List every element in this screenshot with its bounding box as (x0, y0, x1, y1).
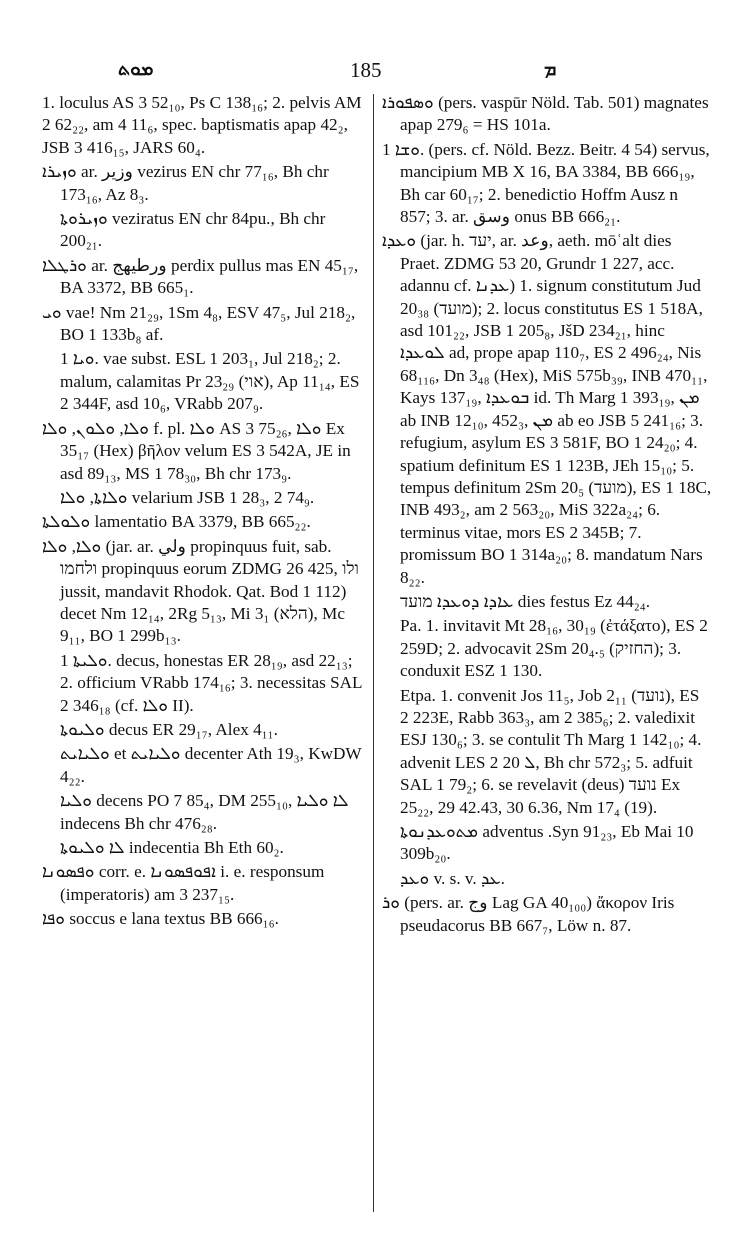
dictionary-entry: ܘܝܐ 1. vae subst. ESL 1 203₁, Jul 218₂; 2. malum, calamitas Pr 23₂₉ (אוי), Ap 11₁₄, ES 2 344F, asd 10₆, VRabb 207₉. (60, 349, 360, 414)
dictionary-entry: ܡܬܘܥܕܢܘܬܐ adventus .Syn 91₂₃, Eb Mai 10 309b₂₀. (400, 822, 694, 864)
page-number: 185 (350, 58, 382, 82)
dictionary-entry: ܘܦܣܘܢܐ corr. e. ܐܦܘܦܣܘܢܐ i. e. responsum (imperatoris) am 3 237₁₅. (42, 862, 325, 904)
dictionary-entry: Pa. 1. invitavit Mt 28₁₆, 30₁₉ (ἐτάξατο), ES 2 259D; 2. advocavit 2Sm 20₄.₅ (החזיק); 3. conduxit ESZ 1 130. (400, 616, 708, 681)
dictionary-entry: ܥܐܕܐ ܕܘܥܕܐ מועד dies festus Ez 44₂₄. (400, 591, 651, 611)
dictionary-entry: ܘܦܐ soccus e lana textus BB 666₁₆. (42, 909, 279, 929)
left-column (42, 92, 364, 933)
right-column (382, 92, 712, 939)
dictionary-entry: ܘܠܝܐ decens PO 7 85₄, DM 255₁₀, ܠܐ ܘܠܝܐ indecens Bh chr 476₂₈. (60, 791, 349, 833)
dictionary-entry: ܘܠܝܐܝܬ et ܘܠܝܐܝܬ decenter Ath 19₃, KwDW 4₂₂. (60, 744, 362, 786)
dictionary-entry: ܘܪܛܠܐ ar. ورطيهج perdix pullus mas EN 45₁₇, BA 3372, BB 665₁. (42, 255, 359, 298)
dictionary-entry: ܘܠܐ, ܘܠܐ (jar. ar. ولي propinquus fuit, sab. ולחמו propinquus eorum ZDMG 26 425, ולו jussit, mandavit Rhodok. Qat. Bod 1 112) decet Nm 12₁₄, 2Rg 5₁₃, Mi 3₁ (הלא), Mc 9₁₁, BO 1 299b₁₃. (42, 536, 359, 646)
dictionary-entry: ܠܐ ܘܠܝܘܬܐ indecentia Bh Eth 60₂. (60, 838, 284, 857)
dictionary-entry: ܘܠܐܬܐ, ܘܠܐ velarium JSB 1 28₃, 2 74₉. (60, 487, 315, 507)
dictionary-entry: ܘܣܦܘܪܐ (pers. vaspūr Nöld. Tab. 501) magnates apap 279₆ = HS 101a. (382, 93, 709, 135)
dictionary-entry: ܘܙܝܪܐ ar. وزير vezirus EN chr 77₁₆, Bh chr 173₁₆, Az 8₃. (42, 162, 329, 204)
header-right-catchword: ܡ (544, 58, 557, 80)
header-left-catchword: ܡܘܬ (118, 58, 154, 80)
dictionary-entry: ܘܠܘܠܬܐ lamentatio BA 3379, BB 665₂₂. (42, 512, 311, 532)
dictionary-entry: ܘܠܝܘܬܐ decus ER 29₁₇, Alex 4₁₁. (60, 719, 278, 739)
dictionary-entry: ܘܪ (pers. ar. وج Lag GA 40₁₀₀) ἄκορον Iris pseudacorus BB 667₇, Löw n. 87. (382, 893, 675, 935)
dictionary-entry: ܘܝ vae! Nm 21₂₉, 1Sm 4₈, ESV 47₅, Jul 218₂, BO 1 133b₈ af. (42, 302, 356, 345)
dictionary-entry: Etpa. 1. convenit Jos 11₅, Job 2₁₁ (נועד), ES 2 223E, Rabb 363₃, am 2 385₆; 2. valedixit ESJ 130₆; 3. se contulit Th Marg 1 142₁₀; 4. advenit LES 2 ܠ 20, Bh chr 572₃; 5. adfuit SAL 1 79₂; 6. se revelavit (deus) נועד Ex 25₂₂, 29 42.43, 30 6.36, Nm 17₄ (19). (400, 685, 702, 817)
dictionary-entry: 1. loculus AS 3 52₁₀, Ps C 138₁₆; 2. pelvis AM 2 62₂₂, am 4 11₆, spec. baptismatis apap 42₂, JSB 3 416₁₅, JARS 60₄. (42, 93, 362, 157)
page-header (0, 58, 750, 88)
dictionary-entry: ܘܥܕ v. s. v. ܥܕ. (400, 868, 505, 888)
dictionary-entry: ܘܠܝܬܐ 1. decus, honestas ER 28₁₉, asd 22₁₃; 2. officium VRabb 174₁₆; 3. necessitas SAL 2 346₁₈ (cf. ܘܠܐ II). (60, 650, 362, 715)
column-divider (373, 94, 374, 1212)
dictionary-entry: ܘܠܐ, ܘܠܘܢ, ܘܠܐ f. pl. ܘܠܐ AS 3 75₂₆, ܘܠܐ Ex 35₁₇ (Hex) βῆλον velum ES 3 542A, JE in asd 89₁₃, MS 1 78₃₀, Bh chr 173₉. (42, 418, 351, 483)
dictionary-entry: ܘܙܝܪܘܬܐ veziratus EN chr 84pu., Bh chr 200₂₁. (60, 209, 326, 251)
dictionary-entry: ܘܥܕܐ (jar. h. יעד, ar. وعد, aeth. mōʿalt dies Praet. ZDMG 53 20, Grundr 1 227, acc. adannu cf. ܥܕܢܐ) 1. signum constitutum Jud 20₃₈ (מועד); 2. locus constitutus ES 1 518A, asd 101₂₂, JSB 1 205₈, JšD 234₂₁, hinc ܠܘܥܕܐ ad, prope apap 110₇, ES 2 496₂₄, Nis 68₁₁₆, Dn 3₄₈ (Hex), MiS 575b₃₉, INB 470₁₁, Kays 137₁₉, ܒܘܥܕܐ id. Th Marg 1 393₁₉, ܡܢ ab INB 12₁₀, 452₃, ܡܢ ab eo JSB 5 241₁₆; 3. refugium, asylum ES 3 581F, BO 1 24₂₀; 4. spatium definitum ES 1 123B, JEh 15₁₀; 5. tempus definitum 2Sm 20₅ (מועד), ES 1 18C, INB 493₂, am 2 563₂₀, MiS 322a₂₄; 6. terminus vitae, mors ES 2 345B; 7. promissum BO 1 314a₂₀; 8. mandatum Nars 8₂₂. (382, 231, 712, 587)
dictionary-entry: ܘܫܐ 1. (pers. cf. Nöld. Bezz. Beitr. 4 54) servus, mancipium MB X 16, BA 3384, BB 666₁₉, Bh car 60₁₇; 2. benedictio Hoffm Ausz n 857; 3. ar. وسق onus BB 666₂₁. (382, 139, 710, 227)
